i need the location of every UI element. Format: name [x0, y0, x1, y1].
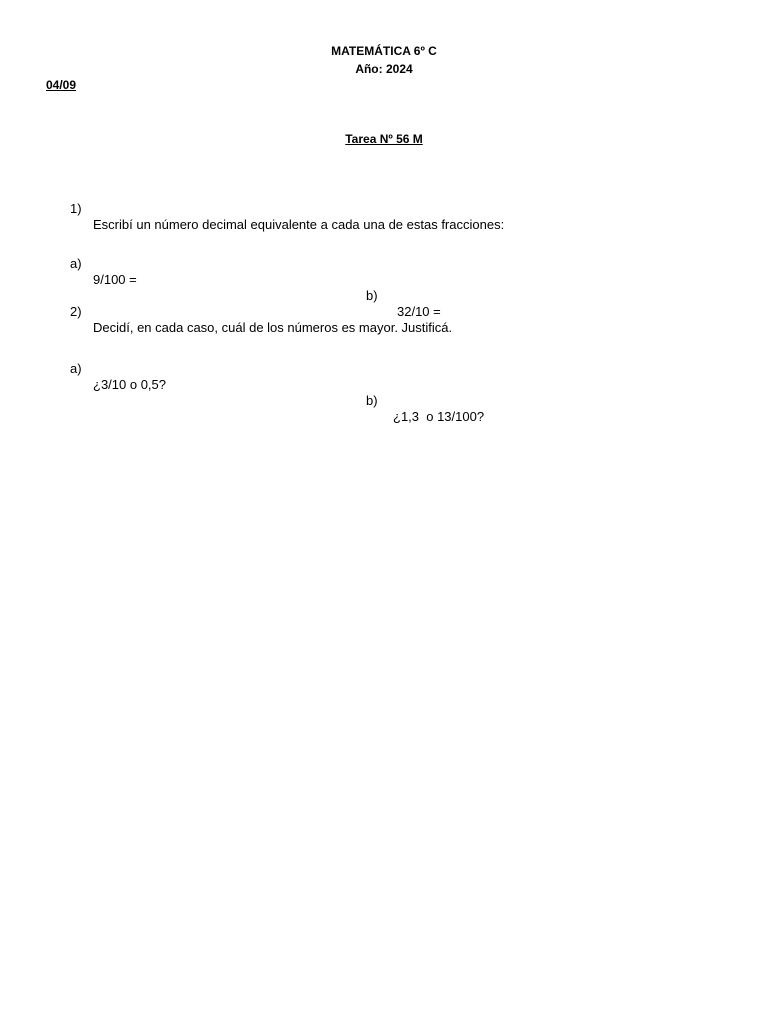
item-text: 32/10 =	[397, 304, 441, 319]
date-label: 04/09	[46, 78, 77, 92]
exercise-2	[0, 288, 768, 352]
exercise-number: 1)	[70, 201, 82, 216]
exercise-number: 2)	[70, 304, 82, 319]
item-label: b)	[366, 288, 378, 303]
item-label: a)	[70, 361, 82, 376]
task-title: Tarea Nº 56 M	[345, 132, 423, 146]
item-text: 9/100 =	[93, 272, 137, 287]
exercise-prompt: Escribí un número decimal equivalente a cada una de estas fracciones:	[93, 217, 505, 232]
exercise-prompt: Decidí, en cada caso, cuál de los números es mayor. Justificá.	[93, 320, 453, 335]
item-text: ¿3/10 o 0,5?	[93, 377, 166, 392]
subject-heading: MATEMÁTICA 6º C	[331, 44, 437, 58]
item-label: b)	[366, 393, 378, 408]
year-heading: Año: 2024	[355, 62, 413, 76]
item-text: ¿1,3 o 13/100?	[393, 409, 485, 424]
item-label: a)	[70, 256, 82, 271]
exercise-2-items	[0, 345, 768, 441]
